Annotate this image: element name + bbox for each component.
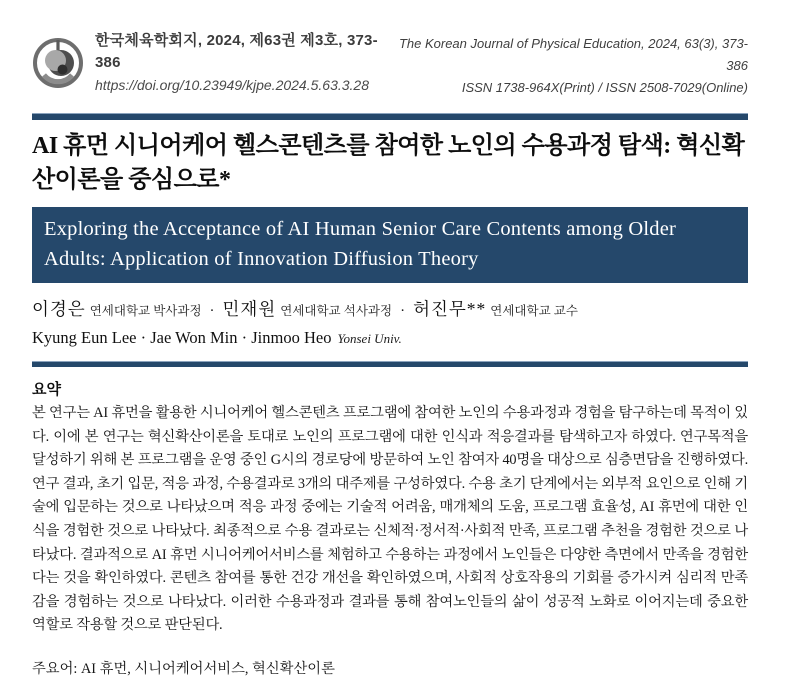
paper-title-english: Exploring the Acceptance of AI Human Senior Care Contents among Older Adults: Application of Innovation Diffusion Theory: [44, 218, 677, 270]
author-separator: ·: [400, 303, 406, 319]
journal-emblem-icon: [32, 37, 84, 89]
keywords-list: AI 휴먼, 시니어케어서비스, 혁신확산이론: [80, 660, 335, 677]
journal-name-kr: 한국체육학회지, 2024, 제63권 제3호, 373-386: [95, 32, 378, 71]
author-affiliation-kr: 연세대학교 석사과정: [280, 304, 393, 318]
author-names-en: Kyung Eun Lee · Jae Won Min · Jinmoo Heo: [32, 328, 332, 347]
masthead-left-text: [95, 30, 390, 96]
abstract-heading: 요약: [32, 382, 61, 398]
abstract-section: [32, 378, 748, 678]
doi-link[interactable]: https://doi.org/10.23949/kjpe.2024.5.63.3.28: [95, 77, 369, 93]
masthead-right: [390, 33, 748, 99]
journal-masthead: [32, 30, 748, 99]
masthead-left: [32, 30, 390, 96]
keywords-label: 주요어:: [32, 660, 78, 677]
english-title-banner: [32, 207, 748, 283]
issn-line: ISSN 1738-964X(Print) / ISSN 2508-7029(Online): [461, 80, 748, 95]
author-affiliation-en: Yonsei Univ.: [337, 331, 402, 346]
paper-title-korean: AI 휴먼 시니어케어 헬스콘텐츠를 참여한 노인의 수용과정 탐색: 혁신확산이론을 중심으로*: [32, 133, 745, 193]
author-name-kr: 이경은: [32, 299, 86, 319]
keywords-line: [32, 658, 748, 678]
authors-divider: [32, 361, 748, 367]
author-separator: ·: [209, 303, 215, 319]
authors-korean-line: [32, 296, 748, 324]
author-affiliation-kr: 연세대학교 교수: [490, 304, 578, 318]
author-name-kr: 허진무**: [413, 299, 487, 319]
author-name-kr: 민재원: [222, 299, 277, 319]
abstract-body: 본 연구는 AI 휴먼을 활용한 시니어케어 헬스콘텐츠 프로그램에 참여한 노인의 수용과정과 경험을 탐구하는데 목적이 있다. 이에 본 연구는 혁신확산이론을 토대로 노인의 프로그램에 대한 인식과 적응결과를 탐색하고자 하였다. 연구목적을 달성하기 위해 본 프로그램을 운영 중인 G시의 경로당에 방문하여 노인 참여자 40명을 대상으로 심층면담을 진행하였다. 연구 결과, 초기 입문, 적응 과정, 수용결과로 3개의 대주제를 구성하였다. 수용 초기 단계에서는 외부적 요인으로 인해 기술에 입문하는 것으로 나타났으며 적응 과정 중에는 기술적 어려움, 매개체의 도움, 프로그램 효율성, AI 휴먼에 대한 인식을 경험한 것으로 나타났다. 최종적으로 수용 결과로는 신체적·정서적·사회적 만족, 프로그램 추천을 경험한 것으로 나타났다. 결과적으로 AI 휴먼 시니어케어서비스를 체험하고 수용하는 과정에서 노인들은 다양한 측면에서 만족을 경험한다는 것을 확인하였다. 콘텐츠 참여를 통한 건강 개선을 확인하였으며, 사회적 상호작용의 기회를 증가시켜 심리적 만족감을 경험하는 것으로 나타났다. 이러한 수용과정과 결과를 통해 참여노인들의 삶이 성공적 노화로 이어지는데 중요한 역할로 작용할 것으로 판단된다.: [32, 405, 748, 634]
top-divider: [32, 113, 748, 120]
journal-name-en: The Korean Journal of Physical Education, 2024, 63(3), 373-386: [398, 36, 748, 73]
author-affiliation-kr: 연세대학교 박사과정: [89, 304, 202, 318]
authors-english-line: [32, 325, 748, 352]
